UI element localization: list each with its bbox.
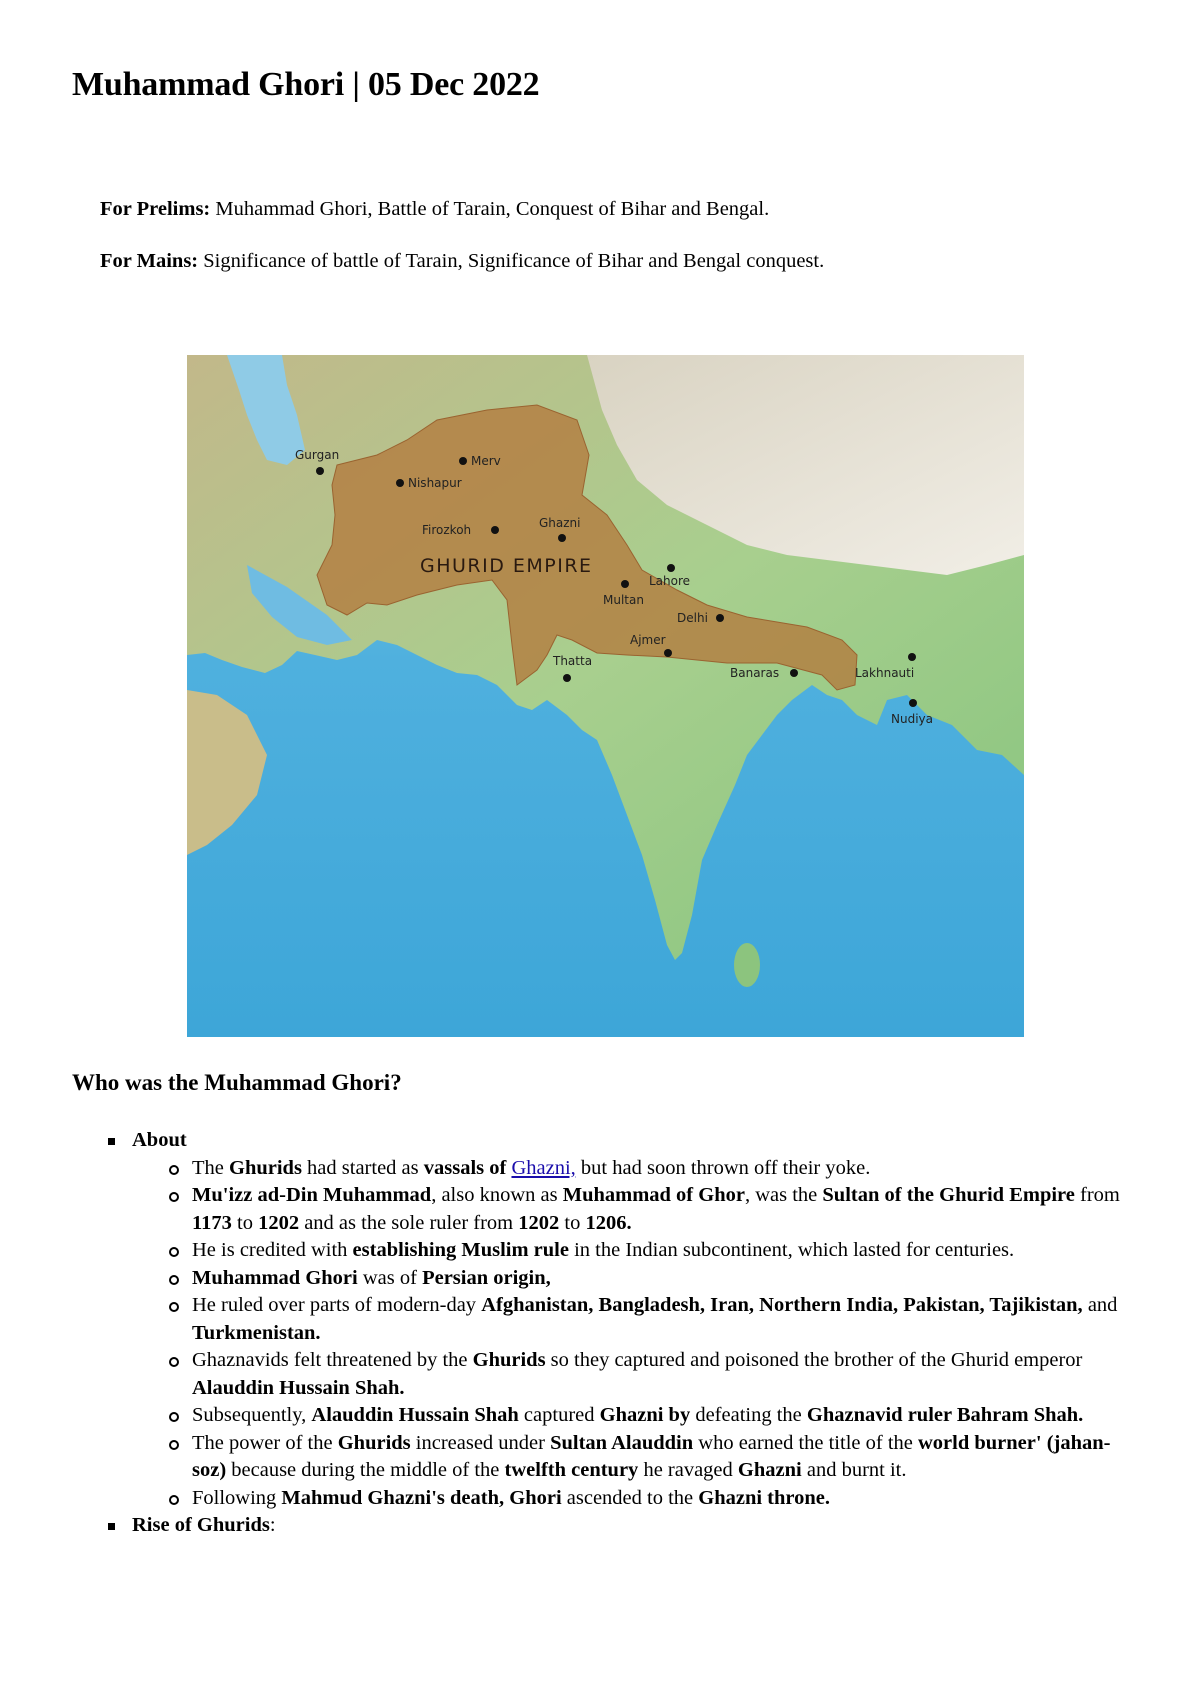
ghazni-link[interactable]: Ghazni,	[511, 1156, 576, 1179]
mains-text: Significance of battle of Tarain, Significance of Bihar and Bengal conquest.	[198, 250, 825, 272]
about-label: About	[132, 1129, 187, 1151]
prelims-label: For Prelims:	[100, 198, 211, 220]
city-marker-gurgan	[316, 467, 324, 475]
mains-topics	[100, 250, 824, 273]
city-label-ajmer: Ajmer	[630, 633, 666, 647]
city-marker-banaras	[790, 669, 798, 677]
city-marker-multan	[621, 580, 629, 588]
city-label-ghazni: Ghazni	[539, 516, 581, 530]
ghurid-empire-map	[187, 355, 1024, 1037]
circle-bullet-icon	[169, 1302, 179, 1312]
city-marker-lahore	[667, 564, 675, 572]
city-marker-nudiya	[909, 699, 917, 707]
city-marker-ghazni	[558, 534, 566, 542]
section-heading: Who was the Muhammad Ghori?	[72, 1070, 402, 1095]
prelims-text: Muhammad Ghori, Battle of Tarain, Conquest of Bihar and Bengal.	[210, 198, 770, 220]
city-marker-ajmer	[664, 649, 672, 657]
city-label-firozkoh: Firozkoh	[422, 523, 472, 537]
circle-bullet-icon	[169, 1165, 179, 1175]
city-label-nishapur: Nishapur	[408, 476, 462, 490]
main-bullet-list	[108, 1127, 1148, 1540]
list-item: Mu'izz ad-Din Muhammad, also known as Muhammad of Ghor, was the Sultan of the Ghurid Empire from 1173 to 1202 and as the sole ruler from 1202 to 1206.	[192, 1182, 1132, 1237]
about-sub-list	[132, 1155, 1132, 1513]
list-item: Subsequently, Alauddin Hussain Shah captured Ghazni by defeating the Ghaznavid ruler Bahram Shah.	[192, 1402, 1132, 1430]
page-title: Muhammad Ghori | 05 Dec 2022	[72, 66, 540, 103]
city-marker-nishapur	[396, 479, 404, 487]
prelims-topics	[100, 198, 769, 221]
city-label-multan: Multan	[603, 593, 644, 607]
city-marker-thatta	[563, 674, 571, 682]
circle-bullet-icon	[169, 1247, 179, 1257]
city-marker-firozkoh	[491, 526, 499, 534]
rise-label: Rise of Ghurids	[132, 1514, 270, 1536]
list-item: Muhammad Ghori was of Persian origin,	[192, 1265, 1132, 1293]
map-graphic	[187, 355, 1024, 1037]
sri-lanka	[734, 943, 760, 987]
city-label-gurgan: Gurgan	[295, 448, 340, 462]
empire-label: GHURID EMPIRE	[420, 555, 593, 577]
city-marker-lakhnauti	[908, 653, 916, 661]
list-item: Ghaznavids felt threatened by the Ghurids so they captured and poisoned the brother of the Ghurid emperor Alauddin Hussain Shah.	[192, 1347, 1132, 1402]
list-item-rise-of-ghurids	[108, 1512, 1148, 1540]
square-bullet-icon	[108, 1138, 115, 1145]
list-item-about	[108, 1127, 1148, 1512]
city-label-lakhnauti: Lakhnauti	[855, 666, 915, 680]
city-label-lahore: Lahore	[649, 574, 691, 588]
circle-bullet-icon	[169, 1412, 179, 1422]
circle-bullet-icon	[169, 1440, 179, 1450]
city-label-nudiya: Nudiya	[891, 712, 933, 726]
list-item: The power of the Ghurids increased under Sultan Alauddin who earned the title of the world burner' (jahan-soz) because during the middle of the twelfth century he ravaged Ghazni and burnt it.	[192, 1430, 1132, 1485]
rise-suffix: :	[269, 1514, 276, 1536]
circle-bullet-icon	[169, 1275, 179, 1285]
list-item: He is credited with establishing Muslim rule in the Indian subcontinent, which lasted for centuries.	[192, 1237, 1132, 1265]
circle-bullet-icon	[169, 1192, 179, 1202]
circle-bullet-icon	[169, 1357, 179, 1367]
city-label-merv: Merv	[471, 454, 501, 468]
list-item: He ruled over parts of modern-day Afghanistan, Bangladesh, Iran, Northern India, Pakistan, Tajikistan, and Turkmenistan.	[192, 1292, 1132, 1347]
list-item: The Ghurids had started as vassals of Ghazni, but had soon thrown off their yoke.	[192, 1155, 1132, 1183]
list-item: Following Mahmud Ghazni's death, Ghori ascended to the Ghazni throne.	[192, 1485, 1132, 1513]
city-label-delhi: Delhi	[677, 611, 708, 625]
city-marker-merv	[459, 457, 467, 465]
city-label-banaras: Banaras	[730, 666, 780, 680]
mains-label: For Mains:	[100, 250, 199, 272]
city-label-thatta: Thatta	[553, 654, 593, 668]
square-bullet-icon	[108, 1523, 115, 1530]
circle-bullet-icon	[169, 1495, 179, 1505]
city-marker-delhi	[716, 614, 724, 622]
